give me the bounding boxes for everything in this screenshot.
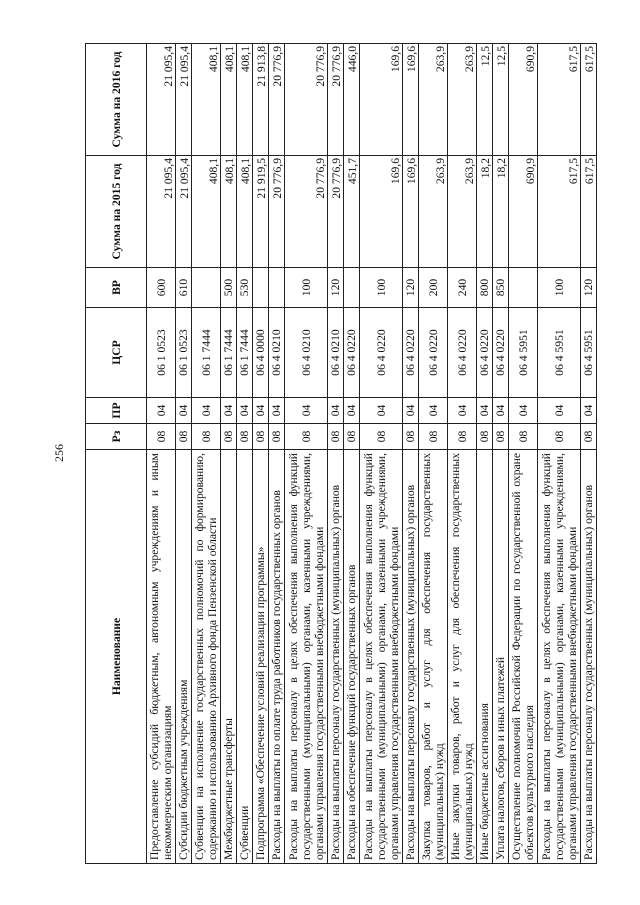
cell-vr: 850 xyxy=(493,268,509,308)
cell-rz: 08 xyxy=(448,424,477,450)
table-row xyxy=(192,44,221,864)
table-row xyxy=(493,44,509,864)
cell-csr: 06 4 0220 xyxy=(403,308,419,398)
cell-name: Межбюджетные трансферты xyxy=(221,450,237,864)
cell-vr: 610 xyxy=(176,268,192,308)
page-number: 256 xyxy=(52,444,66,462)
cell-sum-2015: 690,9 xyxy=(509,156,538,268)
cell-vr xyxy=(192,268,221,308)
cell-pr: 04 xyxy=(581,398,597,424)
cell-name: Иные бюджетные ассигнования xyxy=(477,450,493,864)
cell-csr: 06 1 7444 xyxy=(221,308,237,398)
cell-rz: 08 xyxy=(509,424,538,450)
cell-vr: 100 xyxy=(360,268,403,308)
cell-csr: 06 1 7444 xyxy=(237,308,253,398)
cell-rz: 08 xyxy=(419,424,448,450)
cell-sum-2016: 21 913,8 xyxy=(253,44,269,156)
cell-pr: 04 xyxy=(192,398,221,424)
cell-pr: 04 xyxy=(448,398,477,424)
cell-sum-2016: 20 776,9 xyxy=(269,44,285,156)
cell-rz: 08 xyxy=(253,424,269,450)
cell-sum-2015: 21 095,4 xyxy=(176,156,192,268)
cell-csr: 06 4 0000 xyxy=(253,308,269,398)
cell-csr: 06 4 0210 xyxy=(269,308,285,398)
cell-name: Расходы на выплаты персоналу государственных (муниципальных) органов xyxy=(581,450,597,864)
cell-name: Уплата налогов, сборов и иных платежей xyxy=(493,450,509,864)
cell-csr: 06 4 0220 xyxy=(419,308,448,398)
cell-rz: 08 xyxy=(344,424,360,450)
cell-name: Расходы на обеспечение функций государственных органов xyxy=(344,450,360,864)
cell-name: Расходы на выплаты персоналу в целях обеспечения выполнения функций государственными (муниципальными) органами, казенными учреждениями, органами управления государственными внебюджетными фондами xyxy=(360,450,403,864)
cell-sum-2015: 263,9 xyxy=(448,156,477,268)
cell-csr: 06 4 5951 xyxy=(509,308,538,398)
cell-name: Расходы на выплаты по оплате труда работников государственных органов xyxy=(269,450,285,864)
cell-csr: 06 4 0220 xyxy=(493,308,509,398)
cell-pr: 04 xyxy=(328,398,344,424)
cell-csr: 06 4 0210 xyxy=(328,308,344,398)
cell-pr: 04 xyxy=(419,398,448,424)
cell-sum-2015: 21 919,5 xyxy=(253,156,269,268)
cell-rz: 08 xyxy=(237,424,253,450)
cell-sum-2016: 263,9 xyxy=(419,44,448,156)
cell-pr: 04 xyxy=(221,398,237,424)
cell-pr: 04 xyxy=(403,398,419,424)
cell-sum-2016: 263,9 xyxy=(448,44,477,156)
cell-sum-2016: 169,6 xyxy=(360,44,403,156)
header-csr: ЦСР xyxy=(86,308,147,398)
cell-rz: 08 xyxy=(477,424,493,450)
cell-sum-2016: 617,5 xyxy=(538,44,581,156)
cell-sum-2016: 169,6 xyxy=(403,44,419,156)
cell-sum-2015: 18,2 xyxy=(493,156,509,268)
cell-pr: 04 xyxy=(344,398,360,424)
table-row xyxy=(477,44,493,864)
cell-rz: 08 xyxy=(538,424,581,450)
table-row xyxy=(328,44,344,864)
cell-vr xyxy=(344,268,360,308)
cell-name: Иные закупки товаров, работ и услуг для обеспечения государственных (муниципальных) нужд xyxy=(448,450,477,864)
cell-name: Расходы на выплаты персоналу государственных (муниципальных) органов xyxy=(328,450,344,864)
header-sum-2016: Сумма на 2016 год xyxy=(86,44,147,156)
cell-pr: 04 xyxy=(253,398,269,424)
table-row xyxy=(403,44,419,864)
budget-table xyxy=(85,43,597,864)
header-sum-2015: Сумма на 2015 год xyxy=(86,156,147,268)
cell-rz: 08 xyxy=(176,424,192,450)
cell-csr: 06 1 7444 xyxy=(192,308,221,398)
cell-sum-2015: 408,1 xyxy=(237,156,253,268)
cell-pr: 04 xyxy=(360,398,403,424)
table-row xyxy=(147,44,176,864)
cell-name: Субвенции xyxy=(237,450,253,864)
cell-sum-2015: 617,5 xyxy=(538,156,581,268)
cell-csr: 06 4 0210 xyxy=(285,308,328,398)
table-row xyxy=(176,44,192,864)
table-row xyxy=(285,44,328,864)
cell-sum-2016: 690,9 xyxy=(509,44,538,156)
table-row xyxy=(221,44,237,864)
cell-vr: 530 xyxy=(237,268,253,308)
cell-sum-2016: 12,5 xyxy=(477,44,493,156)
header-vr: ВР xyxy=(86,268,147,308)
cell-vr: 600 xyxy=(147,268,176,308)
cell-name: Осуществление полномочий Российской Федерации по государственной охране объектов культурного наследия xyxy=(509,450,538,864)
cell-vr: 240 xyxy=(448,268,477,308)
cell-sum-2016: 21 095,4 xyxy=(176,44,192,156)
header-rz: Рз xyxy=(86,424,147,450)
cell-sum-2015: 20 776,9 xyxy=(285,156,328,268)
cell-rz: 08 xyxy=(147,424,176,450)
cell-name: Предоставление субсидий бюджетным, автономным учреждениям и иным некоммерческим организациям xyxy=(147,450,176,864)
cell-sum-2016: 617,5 xyxy=(581,44,597,156)
cell-sum-2015: 21 095,4 xyxy=(147,156,176,268)
cell-name: Расходы на выплаты персоналу в целях обеспечения выполнения функций государственными (муниципальными) органами, казенными учреждениями, органами управления государственными внебюджетными фондами xyxy=(538,450,581,864)
cell-name: Закупка товаров, работ и услуг для обеспечения государственных (муниципальных) нужд xyxy=(419,450,448,864)
cell-name: Расходы на выплаты персоналу государственных (муниципальных) органов xyxy=(403,450,419,864)
cell-pr: 04 xyxy=(237,398,253,424)
cell-csr: 06 4 0220 xyxy=(344,308,360,398)
cell-rz: 08 xyxy=(285,424,328,450)
table-row xyxy=(253,44,269,864)
cell-rz: 08 xyxy=(403,424,419,450)
table-header-row xyxy=(86,44,147,864)
cell-sum-2016: 408,1 xyxy=(221,44,237,156)
table-body xyxy=(147,44,597,864)
cell-sum-2015: 18,2 xyxy=(477,156,493,268)
cell-csr: 06 4 0220 xyxy=(360,308,403,398)
cell-sum-2015: 408,1 xyxy=(192,156,221,268)
cell-sum-2016: 408,1 xyxy=(237,44,253,156)
table-row xyxy=(509,44,538,864)
cell-vr xyxy=(269,268,285,308)
cell-pr: 04 xyxy=(176,398,192,424)
cell-rz: 08 xyxy=(581,424,597,450)
cell-pr: 04 xyxy=(269,398,285,424)
cell-rz: 08 xyxy=(328,424,344,450)
cell-vr: 120 xyxy=(328,268,344,308)
cell-vr: 200 xyxy=(419,268,448,308)
cell-pr: 04 xyxy=(538,398,581,424)
cell-csr: 06 4 5951 xyxy=(581,308,597,398)
cell-rz: 08 xyxy=(269,424,285,450)
cell-pr: 04 xyxy=(477,398,493,424)
cell-name: Субвенции на исполнение государственных полномочий по формированию, содержанию и использованию Архивного фонда Пензенской области xyxy=(192,450,221,864)
header-pr: ПР xyxy=(86,398,147,424)
cell-sum-2015: 263,9 xyxy=(419,156,448,268)
cell-sum-2015: 169,6 xyxy=(403,156,419,268)
cell-rz: 08 xyxy=(221,424,237,450)
cell-rz: 08 xyxy=(192,424,221,450)
header-name: Наименование xyxy=(86,450,147,864)
cell-rz: 08 xyxy=(360,424,403,450)
budget-table-container xyxy=(85,44,596,864)
table-row xyxy=(344,44,360,864)
cell-vr xyxy=(253,268,269,308)
cell-pr: 04 xyxy=(147,398,176,424)
table-row xyxy=(581,44,597,864)
cell-name: Подпрограмма «Обеспечение условий реализации программы» xyxy=(253,450,269,864)
cell-sum-2015: 408,1 xyxy=(221,156,237,268)
table-row xyxy=(237,44,253,864)
table-row xyxy=(419,44,448,864)
cell-name: Расходы на выплаты персоналу в целях обеспечения выполнения функций государственными (муниципальными) органами, казенными учреждениями, органами управления государственными внебюджетными фондами xyxy=(285,450,328,864)
cell-sum-2016: 20 776,9 xyxy=(328,44,344,156)
cell-rz: 08 xyxy=(493,424,509,450)
table-row xyxy=(360,44,403,864)
cell-vr: 100 xyxy=(285,268,328,308)
cell-name: Субсидии бюджетным учреждениям xyxy=(176,450,192,864)
table-row xyxy=(269,44,285,864)
cell-sum-2016: 408,1 xyxy=(192,44,221,156)
table-row xyxy=(538,44,581,864)
cell-sum-2015: 20 776,9 xyxy=(269,156,285,268)
cell-vr xyxy=(509,268,538,308)
cell-sum-2015: 169,6 xyxy=(360,156,403,268)
cell-csr: 06 1 0523 xyxy=(147,308,176,398)
cell-sum-2016: 12,5 xyxy=(493,44,509,156)
cell-vr: 100 xyxy=(538,268,581,308)
cell-vr: 120 xyxy=(581,268,597,308)
cell-sum-2015: 617,5 xyxy=(581,156,597,268)
cell-csr: 06 1 0523 xyxy=(176,308,192,398)
table-row xyxy=(448,44,477,864)
cell-pr: 04 xyxy=(509,398,538,424)
cell-pr: 04 xyxy=(285,398,328,424)
cell-csr: 06 4 0220 xyxy=(477,308,493,398)
cell-vr: 120 xyxy=(403,268,419,308)
cell-sum-2015: 451,7 xyxy=(344,156,360,268)
cell-csr: 06 4 0220 xyxy=(448,308,477,398)
cell-csr: 06 4 5951 xyxy=(538,308,581,398)
cell-sum-2016: 20 776,9 xyxy=(285,44,328,156)
cell-sum-2015: 20 776,9 xyxy=(328,156,344,268)
cell-vr: 500 xyxy=(221,268,237,308)
cell-sum-2016: 446,0 xyxy=(344,44,360,156)
cell-pr: 04 xyxy=(493,398,509,424)
cell-sum-2016: 21 095,4 xyxy=(147,44,176,156)
cell-vr: 800 xyxy=(477,268,493,308)
